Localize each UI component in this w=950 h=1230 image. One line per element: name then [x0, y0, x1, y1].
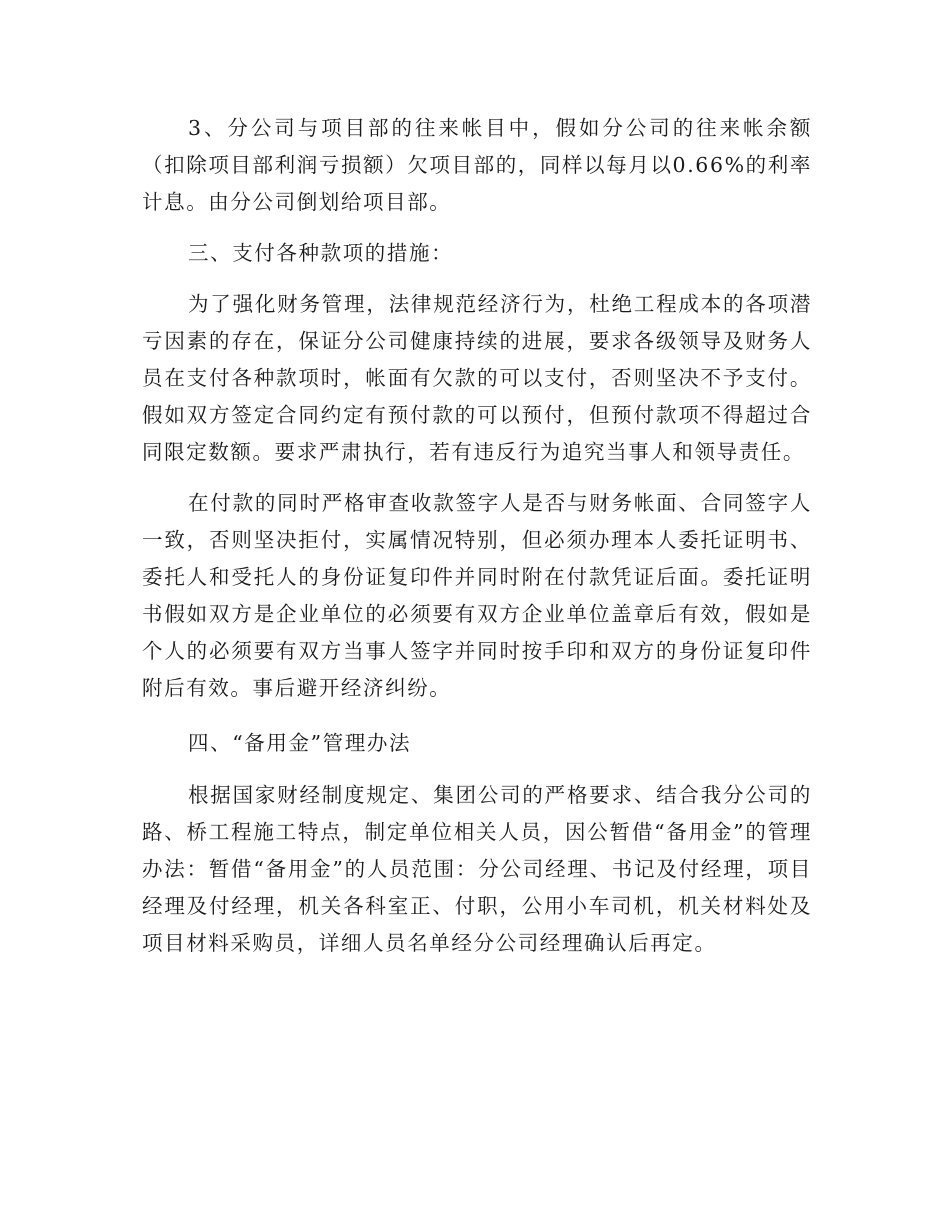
paragraph-4: 根据国家财经制度规定、集团公司的严格要求、结合我分公司的路、桥工程施工特点，制定单位相关人员，因公暂借“备用金”的管理办法：暂借“备用金”的人员范围：分公司经理、书记及付经理，项目经理及付经理，机关各科室正、付职，公用小车司机，机关材料处及项目材料采购员，详细人员名单经分公司经理确认后再定。: [142, 783, 812, 955]
section-heading-petty-cash: 四、“备用金”管理办法: [188, 731, 412, 755]
paragraph-4-block: [142, 777, 812, 962]
section-heading-payment-measures: 三、支付各种款项的措施：: [188, 241, 454, 265]
heading-4-block: [142, 725, 812, 762]
paragraph-3: 在付款的同时严格审查收款签字人是否与财务帐面、合同签字人一致，否则坚决拒付，实属情况特别，但必须办理本人委托证明书、委托人和受托人的身份证复印件并同时附在付款凭证后面。委托证明书假如双方是企业单位的必须要有双方企业单位盖章后有效，假如是个人的必须要有双方当事人签字并同时按手印和双方的身份证复印件附后有效。事后避开经济纠纷。: [142, 491, 812, 700]
paragraph-2-block: [142, 286, 812, 471]
paragraph-1: 3、分公司与项目部的往来帐目中，假如分公司的往来帐余额（扣除项目部利润亏损额）欠项目部的，同样以每月以0.66%的利率计息。由分公司倒划给项目部。: [142, 116, 812, 214]
paragraph-3-block: [142, 485, 812, 707]
heading-3-block: [142, 235, 812, 272]
paragraph-2: 为了强化财务管理，法律规范经济行为，杜绝工程成本的各项潜亏因素的存在，保证分公司健康持续的进展，要求各级领导及财务人员在支付各种款项时，帐面有欠款的可以支付，否则坚决不予支付。假如双方签定合同约定有预付款的可以预付，但预付款项不得超过合同限定数额。要求严肃执行，若有违反行为追究当事人和领导责任。: [142, 292, 812, 464]
paragraph-1-block: [142, 110, 812, 221]
